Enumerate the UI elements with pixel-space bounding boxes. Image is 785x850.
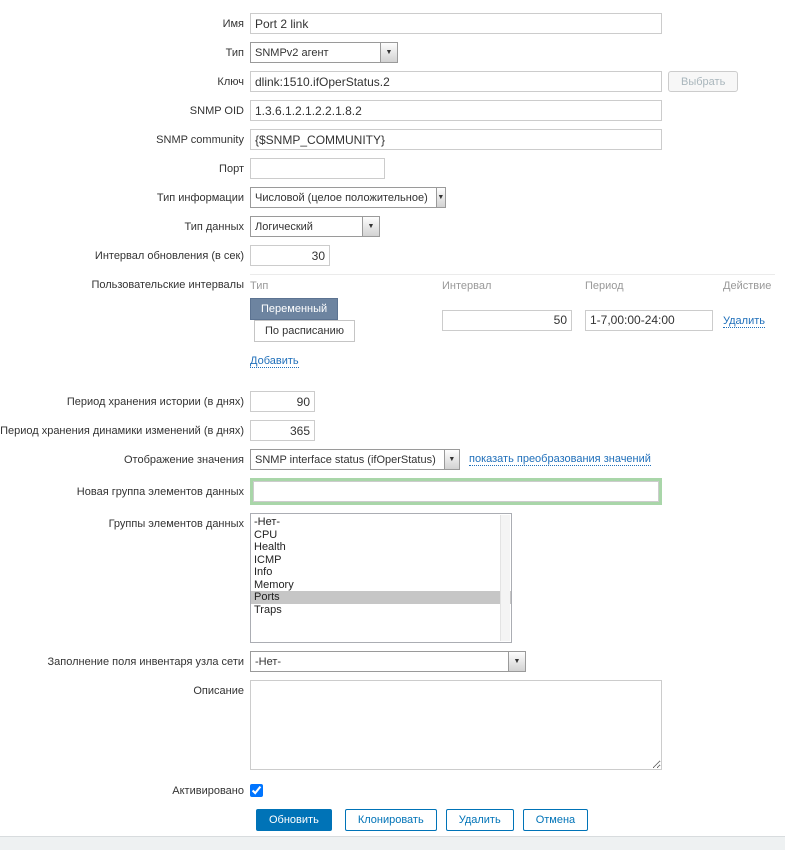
history-label: Период хранения истории (в днях) [66,395,244,408]
custom-interval-row [250,298,775,342]
list-item[interactable]: Memory [254,578,294,591]
snmp-oid-input[interactable] [250,100,662,121]
trends-input[interactable] [250,420,315,441]
row-description [0,680,785,770]
chevron-down-icon: ▼ [444,450,459,469]
custom-intervals-table [250,274,775,369]
applications-listbox[interactable] [250,513,512,643]
inventory-select-value: -Нет- [255,655,282,668]
inventory-label: Заполнение поля инвентаря узла сети [47,655,244,668]
row-update-interval [0,245,785,266]
chevron-down-icon: ▼ [362,217,379,236]
history-input[interactable] [250,391,315,412]
row-data-type [0,216,785,237]
data-type-select[interactable] [250,216,380,237]
type-label: Тип [225,46,244,59]
custom-intervals-header [250,280,775,292]
port-input[interactable] [250,158,385,179]
type-select-value: SNMPv2 агент [255,46,329,59]
value-map-select[interactable] [250,449,460,470]
chevron-down-icon: ▼ [508,652,525,671]
list-item[interactable]: Info [254,566,273,578]
row-name [0,13,785,34]
row-key [0,71,785,92]
update-button[interactable]: Обновить [256,809,332,831]
applications-label: Группы элементов данных [108,518,244,530]
row-new-application [0,478,785,505]
clone-button[interactable]: Клонировать [345,809,437,831]
data-type-label: Тип данных [184,220,244,233]
enabled-checkbox[interactable] [250,784,263,797]
new-application-highlight [250,478,662,505]
list-item[interactable]: -Нет- [254,516,281,528]
col-header-action: Действие [723,280,772,292]
chevron-down-icon: ▼ [380,43,397,62]
remove-interval-link[interactable]: Удалить [723,315,765,327]
key-input[interactable] [250,71,662,92]
list-item[interactable]: Health [254,541,286,553]
interval-type-segment [250,298,442,342]
row-inventory [0,651,785,672]
info-type-select[interactable] [250,187,446,208]
name-input[interactable] [250,13,662,34]
list-item[interactable]: CPU [254,528,278,541]
scheduled-interval-button[interactable]: По расписанию [254,320,355,342]
list-item[interactable]: ICMP [254,553,282,566]
key-label: Ключ [217,75,244,88]
enabled-label: Активировано [172,784,244,797]
custom-intervals-label: Пользовательские интервалы [91,279,244,291]
col-header-type: Тип [250,280,269,292]
value-map-select-value: SNMP interface status (ifOperStatus) [255,453,436,466]
value-map-label: Отображение значения [123,453,244,466]
row-info-type [0,187,785,208]
delete-button[interactable]: Удалить [446,809,514,831]
name-label: Имя [222,17,244,30]
listbox-scrollbar[interactable] [500,515,510,641]
row-custom-intervals [0,274,785,369]
port-label: Порт [219,162,244,175]
chevron-down-icon: ▼ [436,188,445,207]
description-label: Описание [193,685,244,697]
add-interval-link[interactable]: Добавить [250,355,299,367]
new-application-label: Новая группа элементов данных [76,485,244,498]
snmp-oid-label: SNMP OID [189,104,244,117]
col-header-interval: Интервал [442,280,492,292]
type-select[interactable] [250,42,398,63]
info-type-label: Тип информации [156,191,244,204]
row-value-map [0,449,785,470]
description-textarea[interactable] [250,680,662,770]
select-key-button[interactable]: Выбрать [668,71,738,92]
page-footer-band [0,836,785,850]
col-header-period: Период [585,280,624,292]
list-item[interactable]: Traps [254,603,282,616]
row-type [0,42,785,63]
cancel-button[interactable]: Отмена [523,809,588,831]
update-interval-label: Интервал обновления (в сек) [94,249,244,262]
update-interval-input[interactable] [250,245,330,266]
snmp-community-label: SNMP community [156,133,244,146]
row-snmp-community [0,129,785,150]
row-enabled [0,784,785,797]
row-snmp-oid [0,100,785,121]
interval-value-input[interactable] [442,310,572,331]
interval-period-input[interactable] [585,310,713,331]
form-actions [256,809,785,831]
new-application-input[interactable] [253,481,659,502]
inventory-select[interactable] [250,651,526,672]
snmp-community-input[interactable] [250,129,662,150]
list-item-selected[interactable]: Ports [251,591,511,604]
flexible-interval-button[interactable]: Переменный [250,298,338,320]
show-value-mappings-link[interactable]: показать преобразования значений [469,453,651,465]
row-history [0,391,785,412]
row-port [0,158,785,179]
trends-label: Период хранения динамики изменений (в днях) [0,424,244,437]
row-trends [0,420,785,441]
data-type-select-value: Логический [255,220,313,233]
info-type-select-value: Числовой (целое положительное) [255,191,428,204]
row-applications [0,513,785,643]
